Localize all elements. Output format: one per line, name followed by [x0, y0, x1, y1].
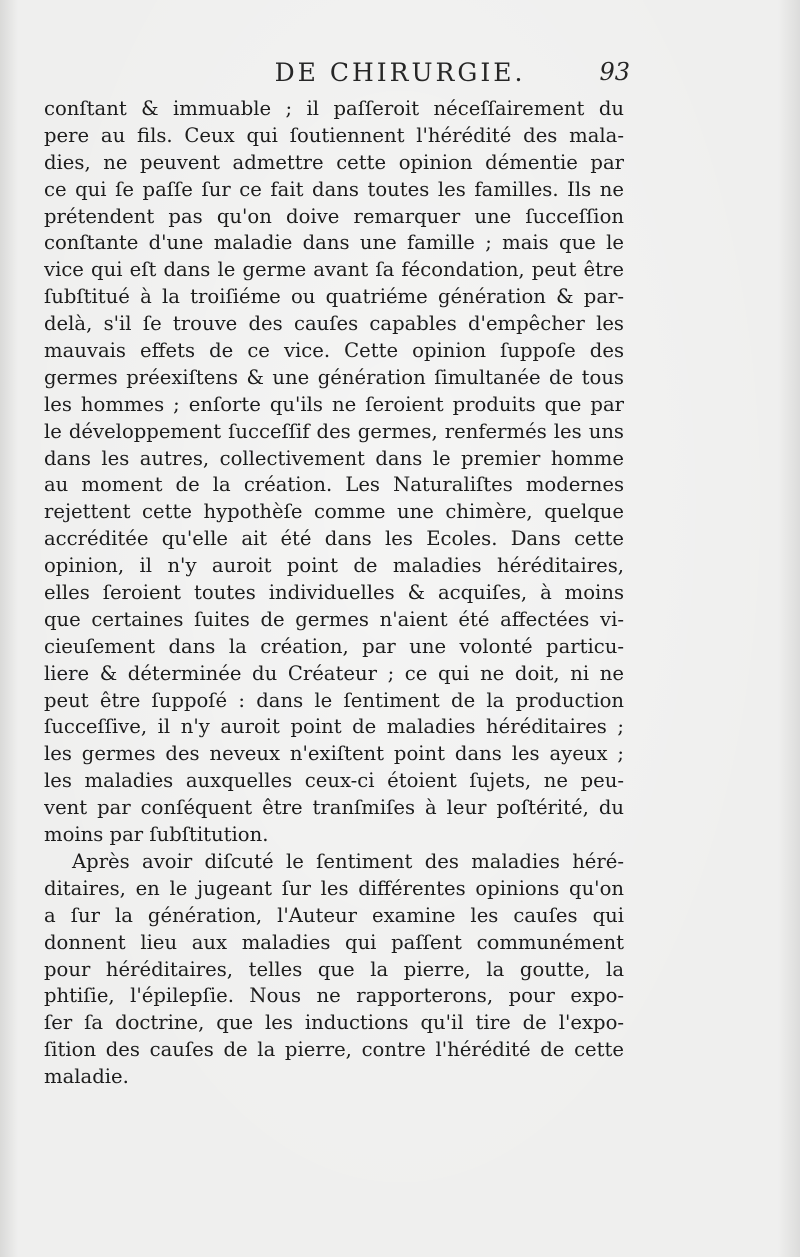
text-line: peut être ſuppoſé : dans le ſentiment de la production	[44, 688, 624, 712]
text-line: ſition des cauſes de la pierre, contre l'hérédité de cette	[44, 1038, 624, 1062]
text-line: vice qui eſt dans le germe avant ſa fécondation, peut être	[44, 258, 624, 282]
text-line: a ſur la génération, l'Auteur examine les cauſes qui	[44, 903, 624, 927]
text-line: conſtante d'une maladie dans une famille ; mais que le	[44, 231, 624, 255]
text-line: elles ſeroient toutes individuelles & acquiſes, à moins	[44, 581, 624, 605]
text-line: pour héréditaires, telles que la pierre, la goutte, la	[44, 957, 624, 981]
body-text	[44, 96, 624, 1091]
text-line: phtiſie, l'épilepſie. Nous ne rapporterons, pour expo-	[44, 984, 624, 1008]
text-line: germes préexiſtens & une génération ſimultanée de tous	[44, 365, 624, 389]
text-line: mauvais effets de ce vice. Cette opinion ſuppoſe des	[44, 339, 624, 363]
text-line: opinion, il n'y auroit point de maladies héréditaires,	[44, 554, 624, 578]
text-line: liere & déterminée du Créateur ; ce qui ne doit, ni ne	[44, 661, 624, 685]
page-right-shadow	[778, 0, 800, 1257]
text-line: ſubſtitué à la troiſiéme ou quatriéme génération & par-	[44, 285, 624, 309]
text-line: vent par conſéquent être tranſmiſes à leur poſtérité, du	[44, 796, 624, 820]
text-line: cieuſement dans la création, par une volonté particu-	[44, 634, 624, 658]
paragraph	[44, 96, 624, 849]
text-line: que certaines ſuites de germes n'aient été affectées vi-	[44, 607, 624, 631]
text-line: les germes des neveux n'exiſtent point dans les ayeux ;	[44, 742, 624, 766]
text-line: maladie.	[44, 1065, 129, 1089]
page-number: 93	[599, 58, 630, 86]
text-line: pere au fils. Ceux qui ſoutiennent l'hérédité des mala-	[44, 123, 624, 147]
text-line: accréditée qu'elle ait été dans les Ecoles. Dans cette	[44, 527, 624, 551]
text-line: prétendent pas qu'on doive remarquer une ſucceſſion	[44, 204, 624, 228]
text-line: les maladies auxquelles ceux-ci étoient ſujets, ne peu-	[44, 769, 624, 793]
text-line: ſer ſa doctrine, que les inductions qu'il tire de l'expo-	[44, 1011, 624, 1035]
text-line: dies, ne peuvent admettre cette opinion démentie par	[44, 150, 624, 174]
text-line: ce qui ſe paſſe ſur ce fait dans toutes les familles. Ils ne	[44, 177, 624, 201]
page-left-shadow	[0, 0, 18, 1257]
paragraph	[44, 849, 624, 1091]
text-line: au moment de la création. Les Naturaliſtes modernes	[44, 473, 624, 497]
text-line: ſucceſſive, il n'y auroit point de maladies héréditaires ;	[44, 715, 624, 739]
text-line: ditaires, en le jugeant ſur les différentes opinions qu'on	[44, 876, 624, 900]
text-line: donnent lieu aux maladies qui paſſent communément	[44, 930, 624, 954]
text-line: delà, s'il ſe trouve des cauſes capables d'empêcher les	[44, 312, 624, 336]
text-line: les hommes ; enſorte qu'ils ne ſeroient produits que par	[44, 392, 624, 416]
text-line: moins par ſubſtitution.	[44, 823, 269, 847]
text-line: dans les autres, collectivement dans le premier homme	[44, 446, 624, 470]
text-line: Après avoir diſcuté le ſentiment des maladies héré-	[72, 849, 624, 873]
text-line: rejettent cette hypothèſe comme une chimère, quelque	[44, 500, 624, 524]
text-line: le développement ſucceſſif des germes, renfermés les uns	[44, 419, 624, 443]
text-line: conſtant & immuable ; il paſſeroit néceſſairement du	[44, 97, 624, 120]
running-title: DE CHIRURGIE.	[274, 58, 526, 87]
